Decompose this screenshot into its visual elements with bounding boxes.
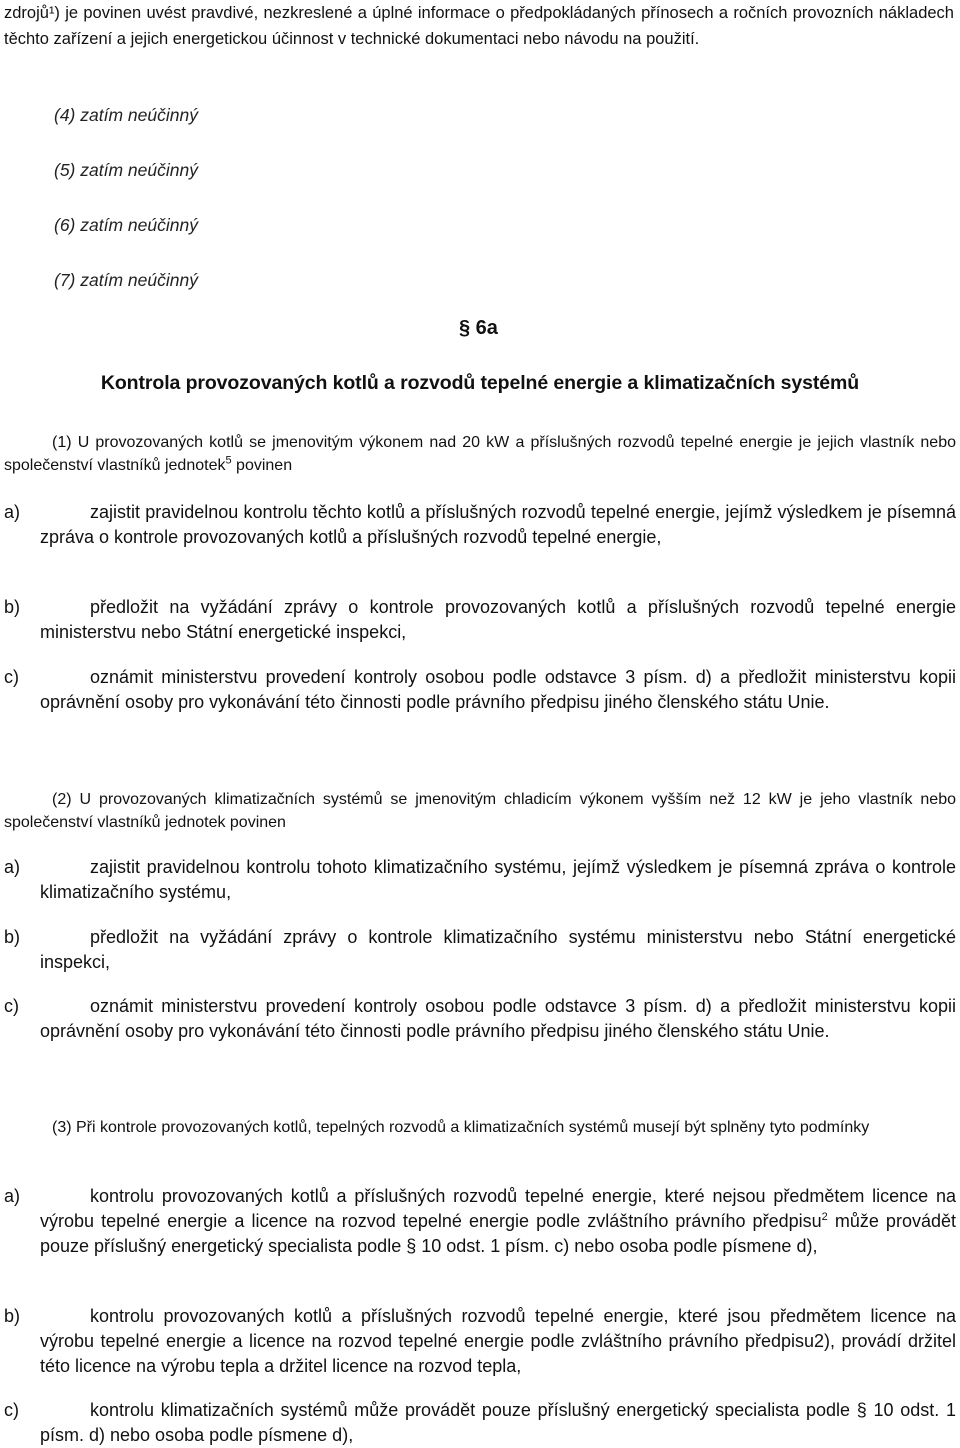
paragraph-1-head — [4, 431, 956, 477]
paragraph-2-item-a — [4, 855, 956, 905]
item-label: b) — [4, 597, 21, 617]
intro-paragraph: zdrojů¹) je povinen uvést pravdivé, nezkreslené a úplné informace o předpokládaných přínosech a ročních provozních nákladech těchto zařízení a jejich energetickou účinnost v technické dokumentaci nebo návodu na použití. — [4, 4, 954, 48]
section-mark: § 6a — [459, 317, 498, 339]
paragraph-2-item-c — [4, 994, 956, 1044]
item-label: a) — [4, 857, 21, 877]
paragraph-3-item-c — [4, 1398, 956, 1448]
paragraph-3-head — [4, 1116, 956, 1139]
ineffective-paragraph-5: (5) zatím neúčinný — [54, 160, 198, 180]
paragraph-3-head-text: (3) Při kontrole provozovaných kotlů, tepelných rozvodů a klimatizačních systémů musejí být splněny tyto podmínky — [52, 1119, 870, 1136]
item-label: b) — [4, 1306, 21, 1326]
item-text: zajistit pravidelnou kontrolu tohoto klimatizačního systému, jejímž výsledkem je písemná zpráva o kontrole klimatizačního systému, — [40, 857, 956, 902]
ineffective-paragraph-7: (7) zatím neúčinný — [54, 270, 198, 290]
footnote-ref: 2 — [821, 1211, 828, 1223]
item-text: předložit na vyžádání zprávy o kontrole provozovaných kotlů a příslušných rozvodů tepelné energie ministerstvu nebo Státní energetické inspekci, — [40, 597, 956, 642]
item-text: zajistit pravidelnou kontrolu těchto kotlů a příslušných rozvodů tepelné energie, jejímž výsledkem je písemná zpráva o kontrole provozovaných kotlů a příslušných rozvodů tepelné energie, — [40, 502, 956, 547]
paragraph-1-item-c — [4, 665, 956, 715]
paragraph-1-item-a — [4, 500, 956, 550]
paragraph-2-head — [4, 788, 956, 834]
item-text: předložit na vyžádání zprávy o kontrole klimatizačního systému ministerstvu nebo Státní energetické inspekci, — [40, 927, 956, 972]
paragraph-2-item-b — [4, 925, 956, 975]
item-text: oznámit ministerstvu provedení kontroly osobou podle odstavce 3 písm. d) a předložit ministerstvu kopii oprávnění osoby pro vykonávání této činnosti podle právního předpisu jiného členského státu Unie. — [40, 996, 956, 1041]
ineffective-paragraph-6: (6) zatím neúčinný — [54, 215, 198, 235]
item-label: a) — [4, 1186, 21, 1206]
paragraph-1-item-b — [4, 595, 956, 645]
item-text: kontrolu klimatizačních systémů může provádět pouze příslušný energetický specialista podle § 10 odst. 1 písm. d) nebo osoba podle písmene d), — [40, 1400, 956, 1445]
section-title: Kontrola provozovaných kotlů a rozvodů tepelné energie a klimatizačních systémů — [100, 372, 860, 394]
item-label: b) — [4, 927, 21, 947]
item-text: oznámit ministerstvu provedení kontroly osobou podle odstavce 3 písm. d) a předložit ministerstvu kopii oprávnění osoby pro vykonávání této činnosti podle právního předpisu jiného členského státu Unie. — [40, 667, 956, 712]
footnote-ref: 5 — [225, 454, 232, 467]
item-text: kontrolu provozovaných kotlů a příslušných rozvodů tepelné energie, které jsou předmětem licence na výrobu tepelné energie a licence na rozvod tepelné energie podle zvláštního právního předpisu2), provádí držitel této licence na výrobu tepla a držitel licence na rozvod tepla, — [40, 1306, 956, 1376]
paragraph-2-head-text: (2) U provozovaných klimatizačních systémů se jmenovitým chladicím výkonem vyšším než 12 kW je jeho vlastník nebo společenství vlastníků jednotek povinen — [4, 791, 956, 831]
item-text-tail: může provádět pouze příslušný energetický specialista podle § 10 odst. 1 písm. c) nebo osoba podle písmene d), — [40, 1211, 956, 1256]
item-text: kontrolu provozovaných kotlů a příslušných rozvodů tepelné energie, které nejsou předmětem licence na výrobu tepelné energie a licence na rozvod tepelné energie podle zvláštního právního předpisu — [40, 1186, 956, 1231]
paragraph-1-head-tail: povinen — [231, 457, 293, 474]
item-label: c) — [4, 667, 19, 687]
item-label: c) — [4, 996, 19, 1016]
paragraph-1-head-text: (1) U provozovaných kotlů se jmenovitým výkonem nad 20 kW a příslušných rozvodů tepelné energie je jejich vlastník nebo společenství vlastníků jednotek — [4, 434, 956, 474]
paragraph-3-item-b — [4, 1304, 956, 1379]
paragraph-3-item-a — [4, 1184, 956, 1259]
item-label: c) — [4, 1400, 19, 1420]
item-label: a) — [4, 502, 21, 522]
ineffective-paragraph-4: (4) zatím neúčinný — [54, 105, 198, 125]
